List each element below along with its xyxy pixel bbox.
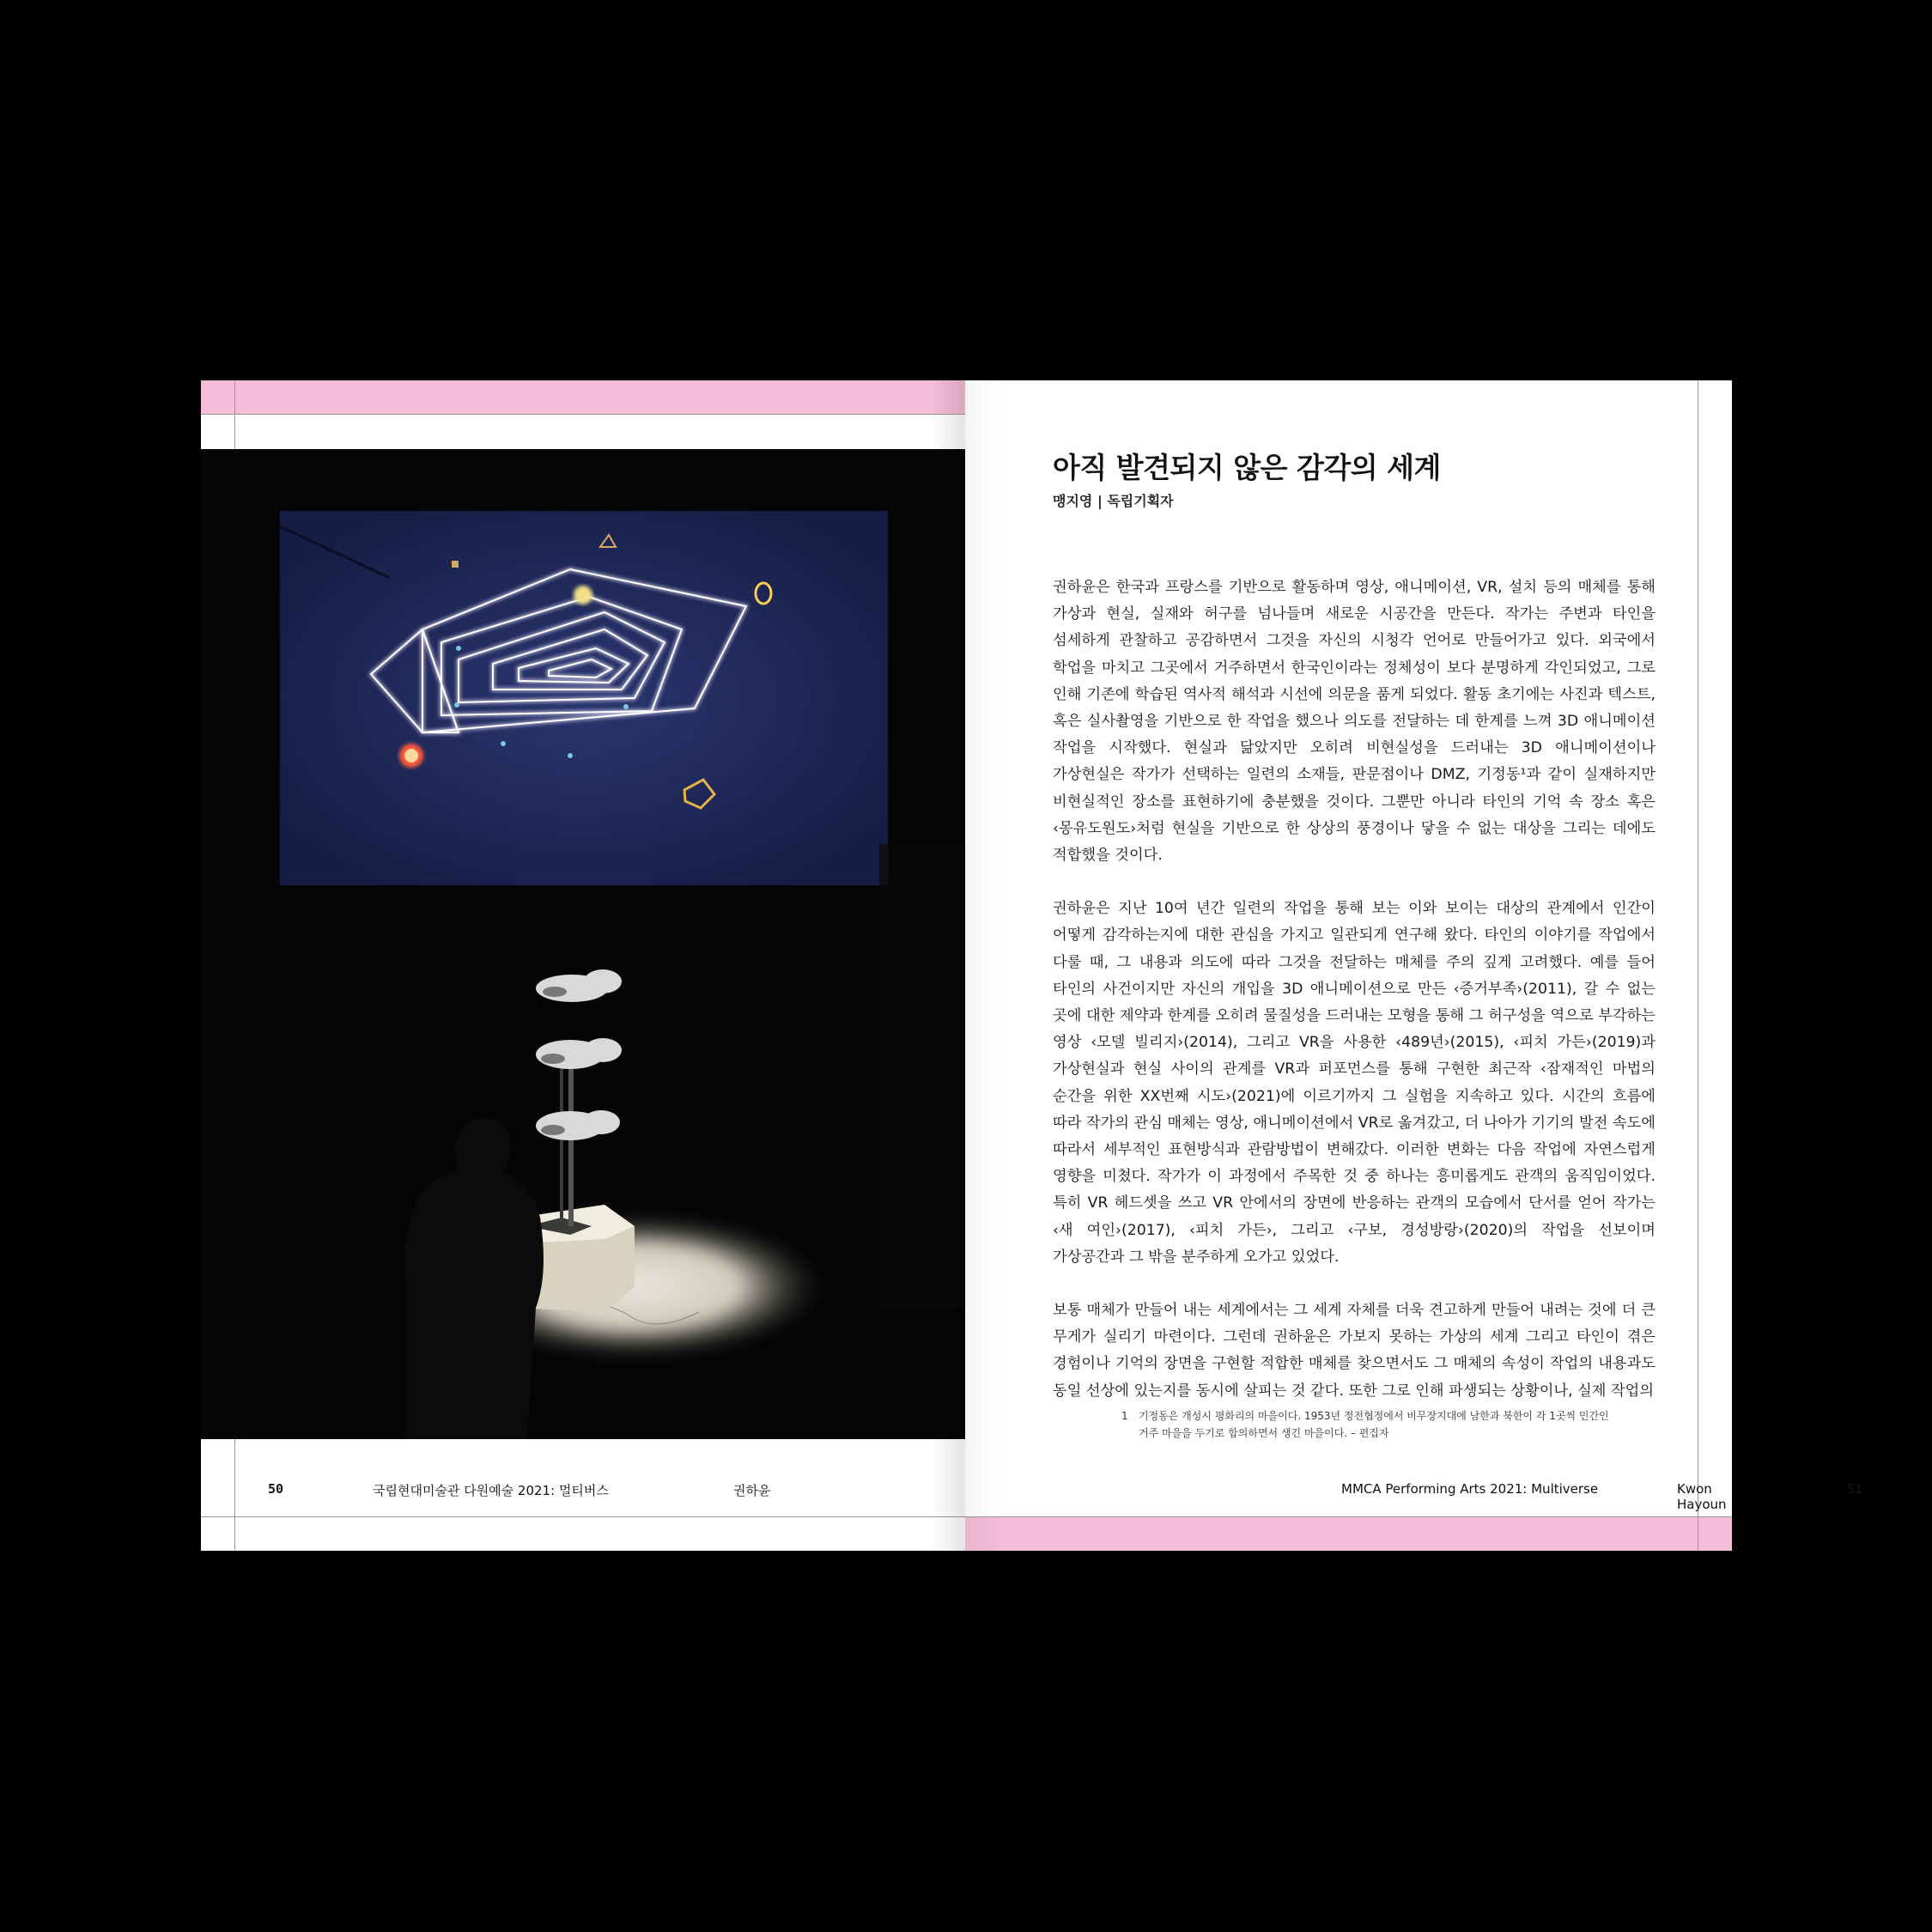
footnote (1121, 1407, 1619, 1442)
crop-line (965, 1516, 1732, 1517)
crop-line (201, 1516, 965, 1517)
running-title: MMCA Performing Arts 2021: Multiverse (1341, 1481, 1599, 1497)
article-title: 아직 발견되지 않은 감각의 세계 (1053, 451, 1441, 484)
running-author: Kwon Hayoun (1677, 1481, 1727, 1512)
body-paragraph: 권하윤은 지난 10여 년간 일련의 작업을 통해 보는 이와 보이는 대상의 관계에서 인간이 어떻게 감각하는지에 대한 관심을 가지고 일관되게 연구해 왔다. 타인의 이야기를 작업에서 다룰 때, 그 내용과 의도에 따라 그것을 전달하는 매체를 주의 깊게 고려했다. 예를 들어 타인의 사건이지만 자신의 개입을 3D 애니메이션으로 만든 ‹증거부족›(2011), 갈 수 없는 곳에 대한 제약과 한계를 오히려 물질성을 드러내는 모형을 통해 그 허구성을 역으로 부각하는 영상 ‹모델 빌리지›(2014), 그리고 VR을 사용한 ‹489년›(2015), ‹피치 가든›(2019)과 가상현실과 현실 사이의 관계를 VR과 퍼포먼스를 통해 구현한 최근작 ‹잠재적인 마법의 순간을 위한 XX번째 시도›(2021)에 이르기까지 그 실험을 지속하고 있다. 시간의 흐름에 따라 작가의 관심 매체는 영상, 애니메이션에서 VR로 옮겨갔고, 더 나아가 기기의 발전 속도에 따라서 세부적인 표현방식과 관람방법이 변해갔다. 이러한 변화는 다음 작업에 자연스럽게 영향을 미쳤다. 작가가 이 과정에서 주목한 것 중 하나는 흥미롭게도 관객의 움직임이었다. 특히 VR 헤드셋을 쓰고 VR 안에서의 장면에 반응하는 관객의 모습에서 단서를 얻어 작가는 ‹새 여인›(2017), ‹피치 가든›, 그리고 ‹구보, 경성방랑›(2020)의 작업을 선보이며 가상공간과 그 밖을 분주하게 오가고 있었다. (1053, 900, 1656, 1266)
body-paragraph: 보통 매체가 만들어 내는 세계에서는 그 세계 자체를 더욱 견고하게 만들어 내려는 것에 더 큰 무게가 실리기 마련이다. 그런데 권하윤은 가보지 못하는 가상의 세계 그리고 타인이 겪은 경험이나 기억의 장면을 구현할 적합한 매체를 찾으면서도 그 매체의 속성이 작업의 내용과도 동일 선상에 있는지를 동시에 살피는 것 같다. 또한 그로 인해 파생되는 상황이나, 실제 작업의 (1053, 1302, 1656, 1400)
page-number: 51 (1847, 1481, 1863, 1497)
left-page (201, 380, 965, 1551)
article-byline: 맹지영 | 독립기획자 (1053, 493, 1174, 509)
crop-line (234, 380, 235, 449)
book-spread (201, 380, 1863, 1551)
running-title: 국립현대미술관 다원예술 2021: 멀티버스 (373, 1483, 609, 1498)
right-page (965, 380, 1863, 1551)
page-number: 50 (268, 1481, 284, 1497)
crop-line (234, 1439, 235, 1551)
running-author: 권하윤 (733, 1483, 771, 1498)
body-paragraph: 권하윤은 한국과 프랑스를 기반으로 활동하며 영상, 애니메이션, VR, 설치 등의 매체를 통해 가상과 현실, 실재와 허구를 넘나들며 새로운 시공간을 만든다. 작가는 주변과 타인을 섬세하게 관찰하고 공감하면서 그것을 자신의 시청각 언어로 만들어가고 있다. 외국에서 학업을 마치고 그곳에서 거주하면서 한국인이라는 정체성이 보다 분명하게 각인되었고, 그로 인해 기존에 학습된 역사적 해석과 시선에 의문을 품게 되었다. 활동 초기에는 사진과 텍스트, 혹은 실사촬영을 기반으로 한 작업을 했으나 의도를 전달하는 데 한계를 느껴 3D 애니메이션 작업을 시작했다. 현실과 닮았지만 오히려 비현실성을 드러내는 3D 애니메이션이나 가상현실은 작가가 선택하는 일련의 소재들, 판문점이나 DMZ, 기정동¹과 같이 실재하지만 비현실적인 장소를 표현하기에 충분했을 것이다. 그뿐만 아니라 타인의 기억 속 장소 혹은 ‹몽유도원도›처럼 현실을 기반으로 한 상상의 풍경이나 닿을 수 없는 대상을 그리는 데에도 적합했을 것이다. (1053, 579, 1656, 865)
footnote-text: 기정동은 개성시 평화리의 마을이다. 1953년 정전협정에서 비무장지대에 남한과 북한이 각 1곳씩 민간인 거주 마을을 두기로 합의하면서 생긴 마을이다. – 편집자 (1139, 1410, 1609, 1439)
article-body (1053, 574, 1656, 1431)
pink-header-band (201, 380, 965, 414)
crop-line (201, 414, 965, 415)
installation-photo (201, 449, 965, 1439)
footnote-number: 1 (1121, 1410, 1128, 1422)
pink-footer-band (965, 1517, 1732, 1551)
